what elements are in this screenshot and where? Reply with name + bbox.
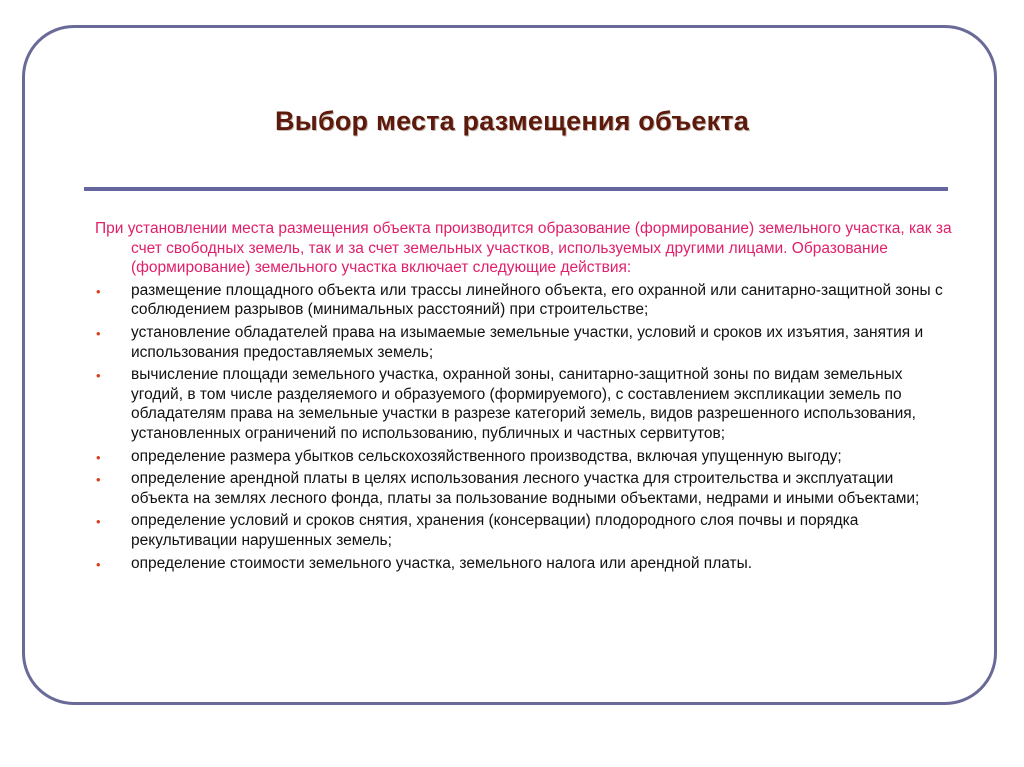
bullet-list bbox=[95, 281, 955, 573]
list-item bbox=[95, 511, 955, 550]
title-divider bbox=[84, 187, 948, 191]
list-item bbox=[95, 323, 955, 362]
list-item-text: размещение площадного объекта или трассы линейного объекта, его охранной или санитарно-защитной зоны с соблюдением разрывов (минимальных расстояний) при строительстве; bbox=[131, 281, 943, 319]
list-item bbox=[95, 554, 955, 574]
list-item-text: определение стоимости земельного участка, земельного налога или арендной платы. bbox=[131, 554, 753, 572]
list-item-text: определение арендной платы в целях использования лесного участка для строительства и эксплуатации объекта на землях лесного фонда, платы за пользование водными объектами, недрами и иными объектами; bbox=[131, 470, 920, 507]
list-item bbox=[95, 469, 955, 508]
bullet-icon: • bbox=[96, 368, 101, 384]
list-item bbox=[95, 281, 955, 320]
bullet-icon: • bbox=[96, 556, 101, 572]
bullet-icon: • bbox=[96, 472, 101, 488]
bullet-icon: • bbox=[96, 449, 101, 465]
list-item bbox=[95, 447, 955, 467]
bullet-icon: • bbox=[96, 283, 101, 299]
slide-body bbox=[95, 219, 955, 576]
slide-title: Выбор места размещения объекта bbox=[275, 106, 749, 136]
intro-paragraph: При установлении места размещения объекта производится образование (формирование) земельного участка, как за счет свободных земель, так и за счет земельных участков, используемых другими лицами. Образование (формирование) земельного участка включает следующие действия: bbox=[95, 220, 952, 277]
list-item-text: установление обладателей права на изымаемые земельные участки, условий и сроков их изъятия, занятия и использования предоставляемых земель; bbox=[131, 323, 924, 361]
bullet-icon: • bbox=[96, 325, 101, 341]
bullet-icon: • bbox=[96, 514, 101, 530]
list-item-text: определение размера убытков сельскохозяйственного производства, включая упущенную выгоду; bbox=[131, 447, 842, 465]
list-item-text: определение условий и сроков снятия, хранения (консервации) плодородного слоя почвы и порядка рекультивации нарушенных земель; bbox=[131, 512, 859, 549]
list-item bbox=[95, 365, 955, 443]
list-item-text: вычисление площади земельного участка, охранной зоны, санитарно-защитной зоны по видам земельных угодий, в том числе разделяемого и образуемого (формируемого), с составлением экспликации земель по обладателям права на земельные участки в разрезе категорий земель, видов разрешенного использования, установленных ограничений по использованию, публичных и частных сервитутов; bbox=[131, 366, 916, 442]
